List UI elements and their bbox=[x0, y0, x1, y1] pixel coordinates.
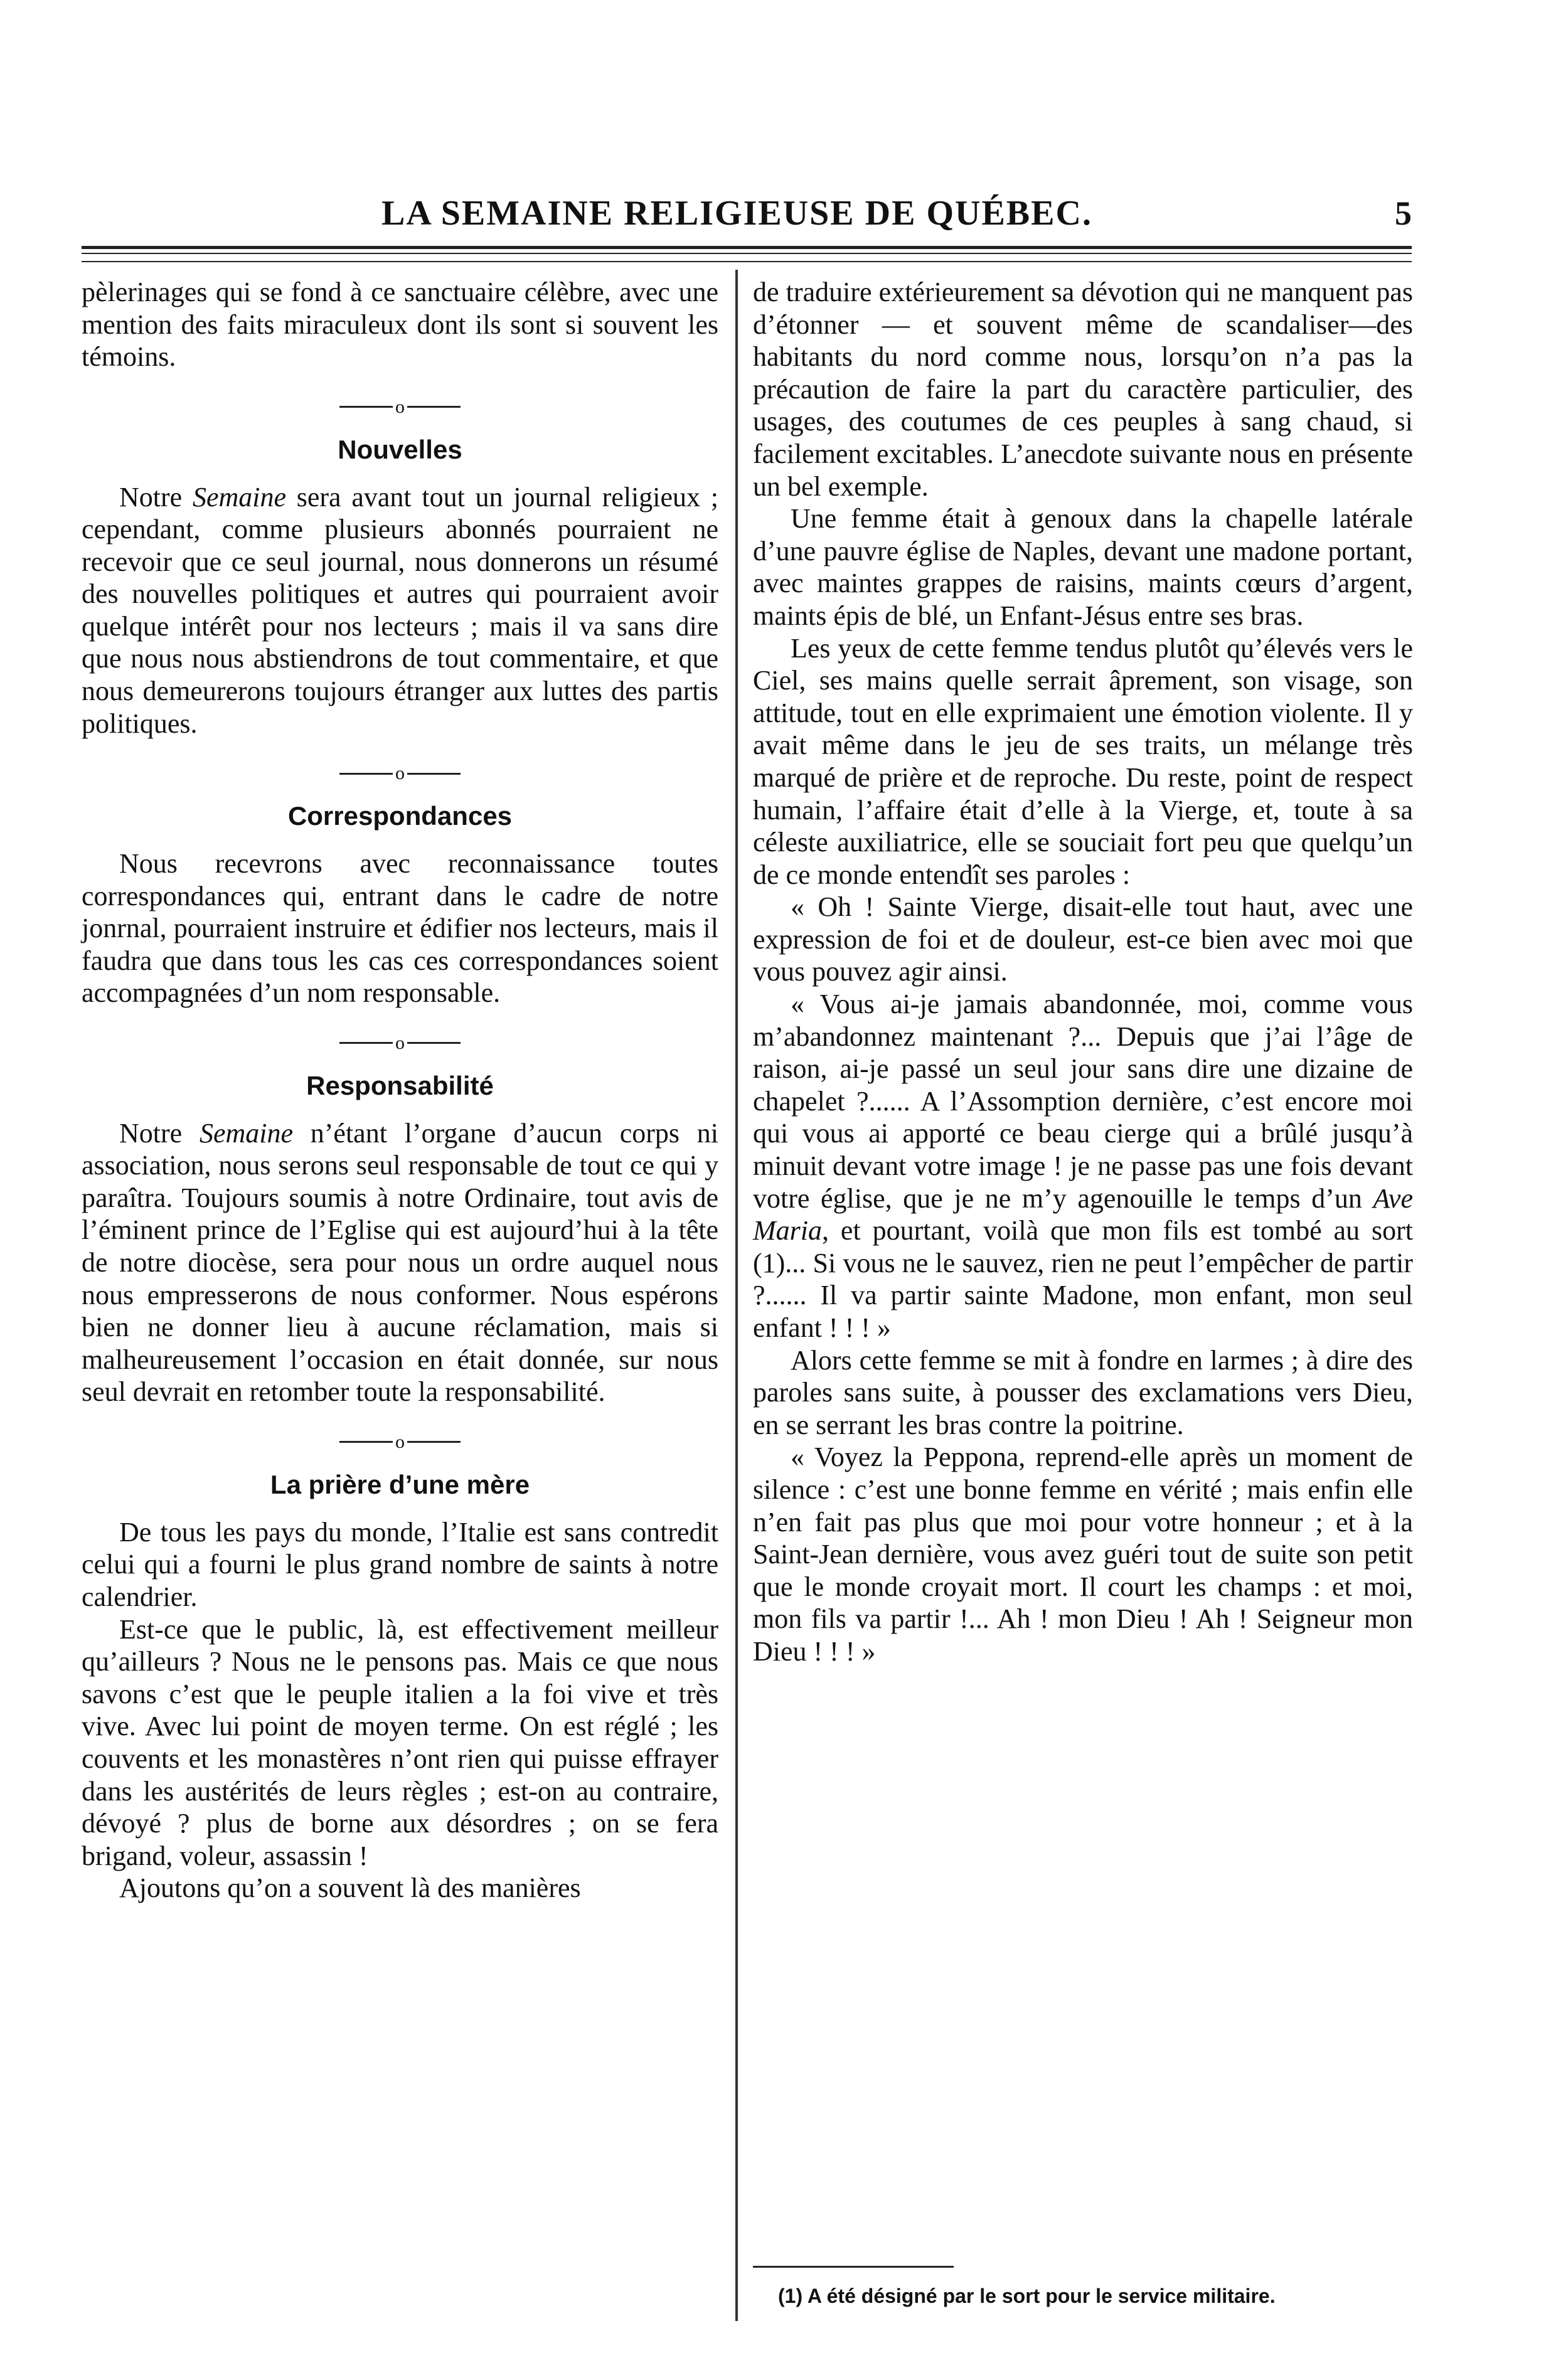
priere-paragraph-3: Ajoutons qu’on a souvent là des manières bbox=[119, 1873, 581, 1904]
anecdote-paragraph-1: de traduire extérieurement sa dévotion qui ne manquent pas d’étonner — et souvent même de scandaliser—des habitants du nord comme nous, lorsqu’on n’a pas la précaution de faire la part du caractère particulier, des usages, des coutumes de ces peuples à sang chaud, si facilement excitables. L’anecdote suivante nous en présente un bel exemple. bbox=[753, 277, 1413, 502]
footnote: (1) A été désigné par le sort pour le service militaire. bbox=[778, 2285, 1276, 2307]
heading-responsabilite: Responsabilité bbox=[306, 1070, 494, 1100]
section-separator: o bbox=[82, 1028, 718, 1056]
heading-correspondances: Correspondances bbox=[287, 801, 513, 831]
publication-title: LA SEMAINE RELIGIEUSE DE QUÉBEC. bbox=[381, 194, 1092, 233]
anecdote-paragraph-6: Alors cette femme se mit à fondre en larmes ; à dire des paroles sans suite, à pousser des exclamations vers Dieu, en se serrant les bras contre la poitrine. bbox=[753, 1344, 1413, 1440]
footnote-rule bbox=[753, 2266, 954, 2268]
header-rule-thin bbox=[82, 253, 1412, 254]
page-header bbox=[82, 191, 1412, 235]
responsabilite-paragraph: Notre Semaine n’étant l’organe d’aucun corps ni association, nous serons seul responsable de tout ce qui y paraîtra. Toujours soumis à notre Ordinaire, tout avis de l’éminent prince de l’Eglise qui est aujourd’hui à la tête de notre diocèse, sera pour nous un ordre auquel nous nous empresserons de nous conformer. Nous espérons bien ne donner lieu à aucune réclamation, mais si malheureusement l’occasion en était donnée, sur nous seul devrait en retomber toute la responsabilité. bbox=[82, 1117, 718, 1408]
intro-paragraph: pèlerinages qui se fond à ce sanctuaire célèbre, avec une mention des faits miraculeux dont ils sont si souvent les témoins. bbox=[82, 277, 718, 373]
section-separator: o bbox=[82, 758, 718, 786]
right-column bbox=[753, 276, 1413, 1668]
anecdote-paragraph-3: Les yeux de cette femme tendus plutôt qu’élevés vers le Ciel, ses mains quelle serrait âprement, son visage, son attitude, tout en elle exprimaient une émotion violente. Il y avait même dans le jeu de ses traits, un mélange très marqué de prière et de reproche. Du reste, point de respect humain, l’affaire était d’elle à la Vierge, et, toute à sa céleste auxiliatrice, elle se souciait fort peu que quelqu’un de ce monde entendît ses paroles : bbox=[753, 632, 1413, 890]
anecdote-paragraph-5: « Vous ai-je jamais abandonnée, moi, comme vous m’abandonnez maintenant ?... Depuis que j’ai l’âge de raison, ai-je passé un seul jour sans dire une dizaine de chapelet ?...... A l’Assomption dernière, c’est encore moi qui vous ai apporté ce beau cierge qui a brûlé jusqu’à minuit devant votre image ! je ne passe pas une fois devant votre église, que je ne m’y agenouille le temps d’un Ave Maria, et pourtant, voilà que mon fils est tombé au sort (1)... Si vous ne le sauvez, rien ne peut l’empêcher de partir ?...... Il va partir sainte Madone, mon enfant, mon seul enfant ! ! ! » bbox=[753, 989, 1413, 1343]
anecdote-paragraph-7: « Voyez la Peppona, reprend-elle après un moment de silence : c’est une bonne femme en vérité ; mais enfin elle n’en fait pas plus que moi pour votre honneur ; et à la Saint-Jean dernière, vous avez guéri tout de suite son petit que le monde croyait mort. Il court les champs : et moi, mon fils va partir !... Ah ! mon Dieu ! Ah ! Seigneur mon Dieu ! ! ! » bbox=[753, 1442, 1413, 1667]
column-divider bbox=[735, 270, 738, 2321]
page-number: 5 bbox=[1395, 194, 1412, 232]
nouvelles-paragraph: Notre Semaine sera avant tout un journal religieux ; cependant, comme plusieurs abonnés pourraient ne recevoir que ce seul journal, nous donnerons un résumé des nouvelles politiques et autres qui pourraient avoir quelque intérêt pour nos lecteurs ; mais il va sans dire que nous nous abstiendrons de tout commentaire, et que nous demeurerons toujours étranger aux luttes des partis politiques. bbox=[82, 481, 719, 739]
heading-priere: La prière d’une mère bbox=[270, 1469, 530, 1499]
section-separator: o bbox=[82, 392, 718, 420]
section-separator: o bbox=[82, 1427, 718, 1455]
anecdote-paragraph-2: Une femme était à genoux dans la chapelle latérale d’une pauvre église de Naples, devant une madone portant, avec maintes grappes de raisins, maints cœurs d’argent, maints épis de blé, un Enfant-Jésus entre ses bras. bbox=[753, 503, 1413, 631]
anecdote-paragraph-4: « Oh ! Sainte Vierge, disait-elle tout haut, avec une expression de foi et de douleur, est-ce bien avec moi que vous pouvez agir ainsi. bbox=[753, 891, 1413, 987]
correspondances-paragraph: Nous recevrons avec reconnaissance toutes correspondances qui, entrant dans le cadre de notre jonrnal, pourraient instruire et édifier nos lecteurs, mais il faudra que dans tous les cas ces correspondances soient accompagnées d’un nom responsable. bbox=[82, 848, 718, 1009]
header-rule-bottom bbox=[82, 261, 1412, 262]
priere-paragraph-2: Est-ce que le public, là, est effectivement meilleur qu’ailleurs ? Nous ne le pensons pas. Mais ce que nous savons c’est que le peuple italien a la foi vive et très vive. Avec lui point de moyen terme. On est réglé ; les couvents et les monastères n’ont rien qui puisse effrayer dans les austérités de leurs règles ; est-on au contraire, dévoyé ? plus de borne aux désordres ; on se fera brigand, voleur, assassin ! bbox=[82, 1613, 718, 1871]
priere-paragraph-1: De tous les pays du monde, l’Italie est sans contredit celui qui a fourni le plus grand nombre de saints à notre calendrier. bbox=[82, 1516, 718, 1612]
header-rule-thick bbox=[82, 246, 1412, 249]
left-column bbox=[82, 276, 718, 1905]
heading-nouvelles: Nouvelles bbox=[338, 434, 462, 464]
